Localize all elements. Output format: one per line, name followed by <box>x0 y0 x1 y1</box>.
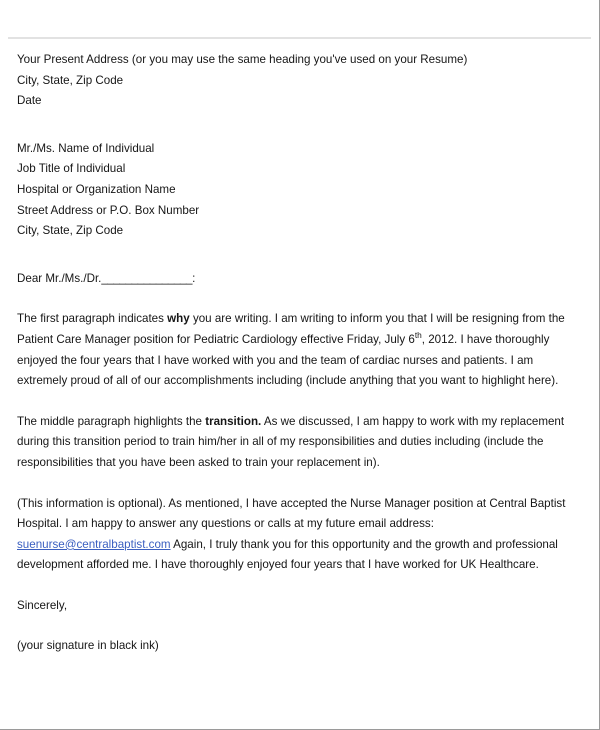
spacer-after-paragraph-three <box>17 576 583 596</box>
paragraph-two-emphasis: transition. <box>205 414 262 428</box>
spacer-after-closing <box>17 616 583 636</box>
spacer-after-paragraph-one <box>17 392 583 412</box>
spacer-after-salutation <box>17 289 583 309</box>
recipient-city-line: City, State, Zip Code <box>17 224 124 238</box>
sender-address-block <box>17 50 583 112</box>
sender-address-line: Your Present Address (or you may use the same heading you've used on your Resume) <box>17 53 468 66</box>
closing-line: Sincerely, <box>17 598 68 612</box>
salutation-line <box>17 269 583 290</box>
paragraph-two-rest: As we discussed, I am happy to work with my replacement during this transition period to train him/her in all of my responsibilities and duties including (include the responsibilities that you have been asked to train your replacement in). <box>17 414 565 469</box>
email-address-link[interactable]: suenurse@centralbaptist.com <box>17 537 171 551</box>
recipient-title-line: Job Title of Individual <box>17 162 126 176</box>
paragraph-three <box>17 494 583 576</box>
paragraph-one-lead: The first paragraph indicates <box>17 312 168 326</box>
paragraph-two <box>17 412 583 474</box>
paragraph-two-lead: The middle paragraph highlights the <box>17 414 206 428</box>
paragraph-three-part-b: Again, I truly thank you for this opportunity and the growth and professional development afforded me. I have thoroughly enjoyed four years that I have worked for UK Healthcare. <box>17 537 558 572</box>
header-divider <box>8 37 591 39</box>
paragraph-one <box>17 309 583 391</box>
recipient-name-line: Mr./Ms. Name of Individual <box>17 141 155 155</box>
recipient-street-line: Street Address or P.O. Box Number <box>17 203 200 217</box>
salutation-suffix: : <box>192 271 196 285</box>
paragraph-three-part-a: (This information is optional). As mentioned, I have accepted the Nurse Manager position at Central Baptist Hospital. I am happy to answer any questions or calls at my future email address: <box>17 496 566 531</box>
recipient-organization-line: Hospital or Organization Name <box>17 182 176 196</box>
spacer-after-paragraph-two <box>17 474 583 494</box>
recipient-address-block <box>17 139 583 242</box>
sender-city-line: City, State, Zip Code <box>17 73 124 87</box>
spacer-after-recipient <box>17 242 583 269</box>
letter-body <box>17 50 583 657</box>
salutation-blank: _______________ <box>101 271 193 285</box>
salutation-prefix: Dear Mr./Ms./Dr. <box>17 271 102 285</box>
sender-date-line: Date <box>17 94 42 108</box>
date-ordinal-suffix: th <box>414 330 422 341</box>
paragraph-one-part-b: , 2012. I have thoroughly enjoyed the four years that I have worked with you and the team of cardiac nurses and patients. I am extremely proud of all of our accomplishments including (include anything that you want to highlight here). <box>17 332 559 388</box>
spacer-after-sender <box>17 112 583 139</box>
paragraph-one-emphasis: why <box>167 312 190 326</box>
signature-note: (your signature in black ink) <box>17 639 159 653</box>
paragraph-one-part-a: you are writing. I am writing to inform you that I will be resigning from the Patient Care Manager position for Pediatric Cardiology effective Friday, July 6 <box>17 312 565 346</box>
